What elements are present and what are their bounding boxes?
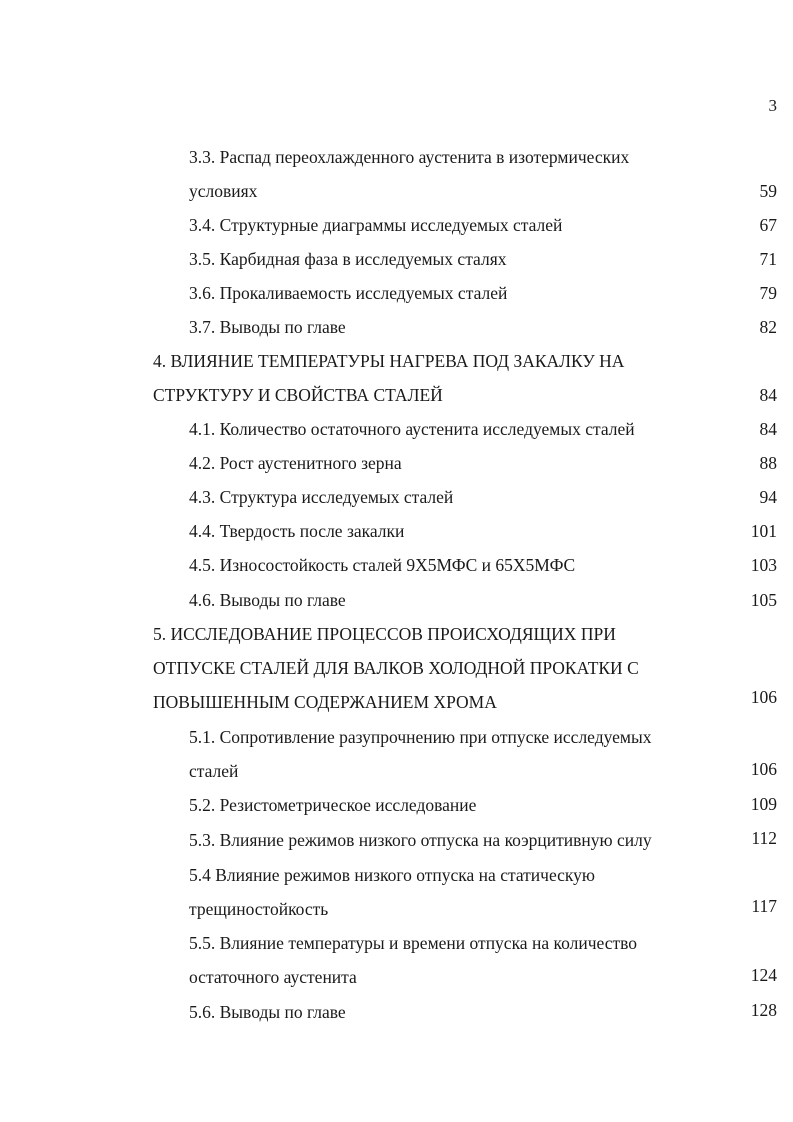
toc-chapter-5-line-2: ОТПУСКЕ СТАЛЕЙ ДЛЯ ВАЛКОВ ХОЛОДНОЙ ПРОКАТКИ С [153,658,639,678]
toc-entry-5-4-line-2: трещиностойкость [189,899,329,919]
toc-entry-4-4-title: 4.4. Твердость после закалки [189,521,405,541]
toc-entry-5-4-page: 117 [751,896,777,916]
toc-entry-3-6-title: 3.6. Прокаливаемость исследуемых сталей [189,283,508,303]
toc-entry-5-6-page: 128 [750,1000,777,1020]
toc-entry-4-6-page: 105 [750,590,777,610]
toc-entry-3-6-page: 79 [759,283,777,303]
toc-entry-3-4-page: 67 [759,215,777,235]
toc-entry-4-5-title: 4.5. Износостойкость сталей 9Х5МФС и 65Х5МФС [189,555,576,575]
toc-entry-5-1-line-2: сталей [189,761,239,781]
toc-entry-3-5-page: 71 [759,249,777,269]
toc-entry-4-5-page: 103 [750,555,777,575]
toc-chapter-5-line-3: ПОВЫШЕННЫМ СОДЕРЖАНИЕМ ХРОМА [153,692,497,712]
toc-entry-5-5-page: 124 [750,965,777,985]
toc-entry-3-7-title: 3.7. Выводы по главе [189,317,346,337]
toc-entry-3-4-title: 3.4. Структурные диаграммы исследуемых сталей [189,215,563,235]
toc-entry-3-3-line-2: условиях [189,181,258,201]
toc-entry-5-6-title: 5.6. Выводы по главе [189,1002,346,1022]
toc-entry-5-3-title: 5.3. Влияние режимов низкого отпуска на коэрцитивную силу [189,830,652,850]
toc-entry-5-2-page: 109 [750,794,777,814]
toc-entry-5-1-page: 106 [750,759,777,779]
toc-entry-4-2-page: 88 [759,453,777,473]
toc-entry-4-1-title: 4.1. Количество остаточного аустенита исследуемых сталей [189,419,635,439]
toc-entry-3-3-line-1: 3.3. Распад переохлажденного аустенита в изотермических [189,147,630,167]
toc-entry-4-2-title: 4.2. Рост аустенитного зерна [189,453,402,473]
toc-entry-3-5-title: 3.5. Карбидная фаза в исследуемых сталях [189,249,507,269]
toc-entry-5-3-page: 112 [751,828,777,848]
page-number: 3 [768,96,777,115]
toc-entry-4-3-title: 4.3. Структура исследуемых сталей [189,487,454,507]
toc-chapter-5-line-1: 5. ИССЛЕДОВАНИЕ ПРОЦЕССОВ ПРОИСХОДЯЩИХ ПРИ [153,624,616,644]
toc-entry-3-3-page: 59 [759,181,777,201]
toc-entry-5-5-line-2: остаточного аустенита [189,967,357,987]
toc-entry-5-4-line-1: 5.4 Влияние режимов низкого отпуска на статическую [189,865,595,885]
toc-entry-4-4-page: 101 [750,521,777,541]
toc-chapter-4-line-2: СТРУКТУРУ И СВОЙСТВА СТАЛЕЙ [153,385,443,405]
toc-entry-4-6-title: 4.6. Выводы по главе [189,590,346,610]
toc-chapter-4-page: 84 [759,385,777,405]
toc-entry-4-1-page: 84 [759,419,777,439]
toc-entry-5-2-title: 5.2. Резистометрическое исследование [189,795,477,815]
toc-entry-4-3-page: 94 [759,487,777,507]
toc-entry-5-1-line-1: 5.1. Сопротивление разупрочнению при отпуске исследуемых [189,727,652,747]
toc-chapter-4-line-1: 4. ВЛИЯНИЕ ТЕМПЕРАТУРЫ НАГРЕВА ПОД ЗАКАЛКУ НА [153,351,625,371]
toc-entry-5-5-line-1: 5.5. Влияние температуры и времени отпуска на количество [189,933,638,953]
toc-chapter-5-page: 106 [750,687,777,707]
toc-entry-3-7-page: 82 [759,317,777,337]
